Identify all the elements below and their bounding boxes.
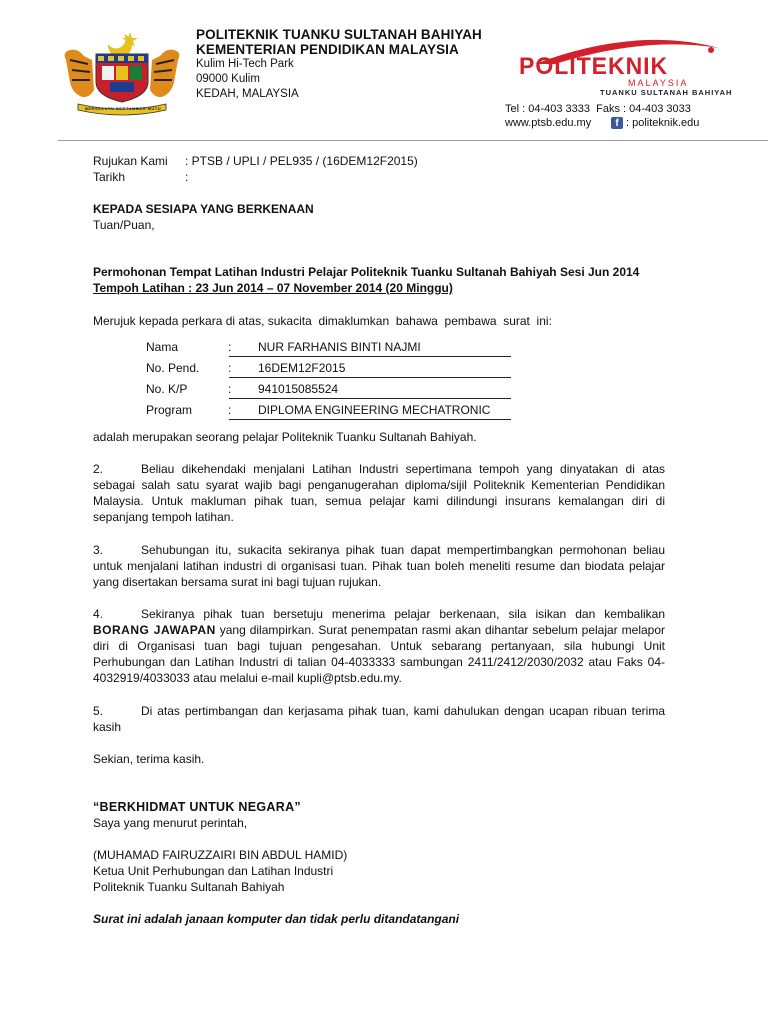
facebook-icon: f	[611, 117, 623, 129]
field-colon: :	[228, 361, 232, 375]
field-label: No. Pend.	[146, 361, 200, 375]
paragraph-2	[93, 461, 665, 525]
reference-label: Rujukan Kami	[93, 154, 168, 168]
address-line-1: Kulim Hi-Tech Park	[196, 58, 294, 70]
salutation: Tuan/Puan,	[93, 218, 155, 232]
paragraph-number: 4.	[93, 607, 104, 621]
paragraph-4	[93, 606, 665, 686]
reference-value: : PTSB / UPLI / PEL935 / (16DEM12F2015)	[185, 154, 418, 168]
contact-phone-fax: Tel : 04-403 3333 Faks : 04-403 3033	[505, 103, 691, 115]
field-value: NUR FARHANIS BINTI NAJMI	[258, 340, 421, 354]
field-colon: :	[228, 340, 232, 354]
paragraph-5	[93, 703, 665, 735]
field-value: DIPLOMA ENGINEERING MECHATRONIC	[258, 403, 491, 417]
paragraph-number: 5.	[93, 704, 104, 718]
subject-line-1: Permohonan Tempat Latihan Industri Pelajar Politeknik Tuanku Sultanah Bahiyah Sesi Jun 2014	[93, 265, 640, 279]
crest-motto: BERSEKUTU BERTAMBAH MUTU	[85, 106, 162, 111]
website-link[interactable]: www.ptsb.edu.my	[505, 117, 592, 129]
after-fields-text: adalah merupakan seorang pelajar Politeknik Tuanku Sultanah Bahiyah.	[93, 430, 477, 444]
paragraph-3	[93, 542, 665, 590]
ministry-name: KEMENTERIAN PENDIDIKAN MALAYSIA	[196, 42, 459, 57]
signatory-name: (MUHAMAD FAIRUZZAIRI BIN ABDUL HAMID)	[93, 848, 348, 862]
field-value: 941015085524	[258, 382, 339, 396]
intro-text: Merujuk kepada perkara di atas, sukacita dimaklumkan bahawa pembawa surat ini:	[93, 314, 552, 328]
paragraph-text: Sekiranya pihak tuan bersetuju menerima pelajar berkenaan, sila isikan dan kembalikan	[141, 607, 665, 621]
paragraph-number: 2.	[93, 462, 104, 476]
header-divider	[58, 140, 768, 141]
reply-form-name: BORANG JAWAPAN	[93, 623, 216, 637]
signatory-org: Politeknik Tuanku Sultanah Bahiyah	[93, 880, 285, 894]
field-colon: :	[228, 403, 232, 417]
field-label: No. K/P	[146, 382, 188, 396]
field-value: 16DEM12F2015	[258, 361, 346, 375]
facebook-handle[interactable]: : politeknik.edu	[626, 117, 700, 129]
paragraph-text: Beliau dikehendaki menjalani Latihan Industri sepertimana tempoh yang dinyatakan di atas sebagai salah satu syarat wajib bagi penganugerahan diploma/sijil Politeknik Kementerian Pendidikan Malaysia. Untuk makluman pihak tuan, semua pelajar kami dilindungi insurans kemalangan diri di sepanjang tempoh latihan.	[93, 462, 665, 524]
paragraph-text: Di atas pertimbangan dan kerjasama pihak tuan, kami dahulukan dengan ucapan ribuan terima kasih	[93, 704, 665, 734]
address-line-2: 09000 Kulim	[196, 73, 260, 85]
footer-note: Surat ini adalah janaan komputer dan tidak perlu ditandatangani	[93, 912, 460, 926]
salutation-heading: KEPADA SESIAPA YANG BERKENAAN	[93, 202, 314, 216]
institution-name: POLITEKNIK TUANKU SULTANAH BAHIYAH	[196, 27, 482, 42]
field-underline	[229, 356, 511, 357]
field-label: Program	[146, 403, 193, 417]
field-underline	[229, 377, 511, 378]
date-value: :	[185, 170, 189, 184]
politeknik-logo-country: MALAYSIA	[628, 78, 689, 88]
yours-faithfully: Saya yang menurut perintah,	[93, 816, 248, 830]
field-label: Nama	[146, 340, 179, 354]
address-line-3: KEDAH, MALAYSIA	[196, 88, 299, 100]
date-label: Tarikh	[93, 170, 126, 184]
politeknik-logo-campus: TUANKU SULTANAH BAHIYAH	[600, 88, 733, 97]
signatory-title: Ketua Unit Perhubungan dan Latihan Industri	[93, 864, 334, 878]
field-colon: :	[228, 382, 232, 396]
field-underline	[229, 419, 511, 420]
field-underline	[229, 398, 511, 399]
subject-line-2: Tempoh Latihan : 23 Jun 2014 – 07 November 2014 (20 Minggu)	[93, 281, 453, 295]
paragraph-number: 3.	[93, 543, 104, 557]
politeknik-logo-word: POLITEKNIK	[519, 53, 669, 80]
motto: “BERKHIDMAT UNTUK NEGARA”	[93, 800, 301, 814]
paragraph-text-cont: yang dilampirkan. Surat penempatan rasmi akan dihantar sebelum pelajar melapor diri di Organisasi tuan bagi tujuan pengesahan. Untuk sebarang pertanyaan, sila hubungi Unit Perhubungan dan Latihan Industri di talian 04-4033333 sambungan 2411/2412/2030/2032 atau Faks 04-4032919/4033033 atau melalui e-mail kupli@ptsb.edu.my.	[93, 623, 665, 685]
coat-of-arms-icon	[58, 30, 186, 116]
paragraph-text: Sehubungan itu, sukacita sekiranya pihak tuan dapat mempertimbangkan permohonan beliau untuk menjalani latihan industri di organisasi tuan. Pihak tuan boleh meneliti resume dan biodata pelajar yang disertakan bersama surat ini bagi tujuan rujukan.	[93, 543, 665, 589]
closing: Sekian, terima kasih.	[93, 752, 205, 766]
